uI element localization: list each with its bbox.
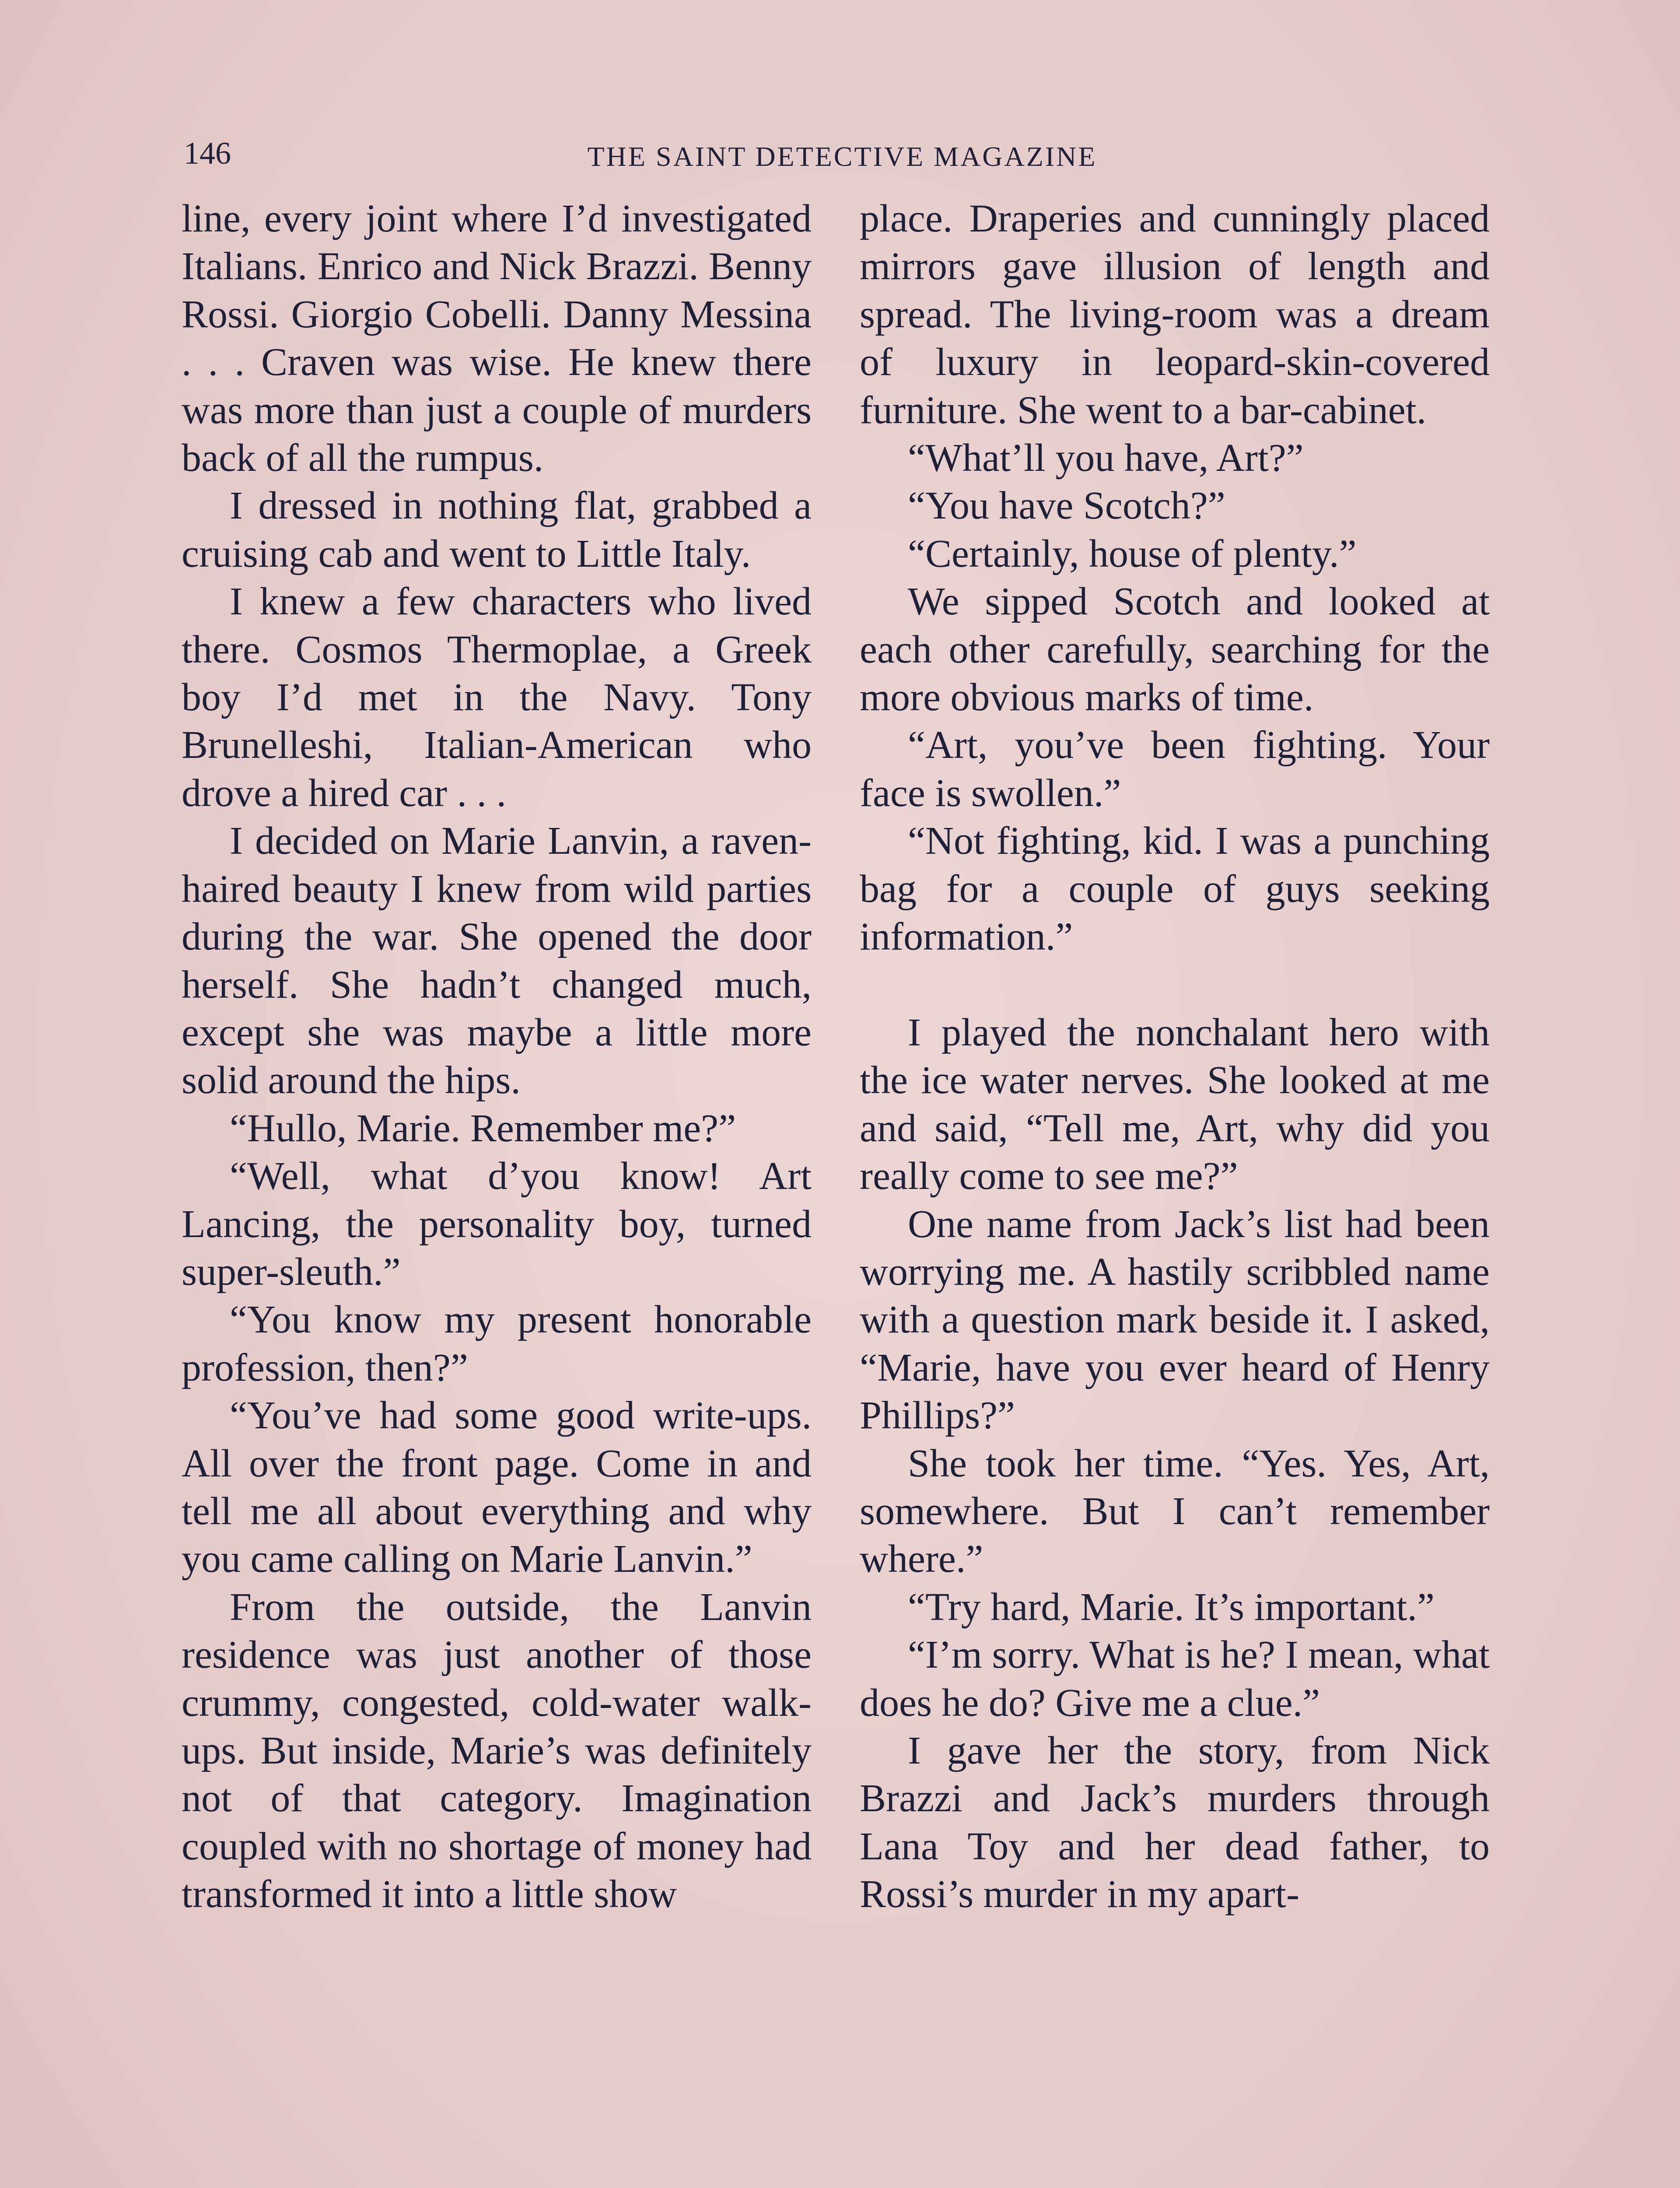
paragraph: From the outside, the Lanvin residence was just another of those crummy, congested, cold-water walk-ups. But inside, Marie’s was definitely not of that category. Imagination coupled with no shortage of money had transformed it into a little show xyxy=(182,1585,812,1916)
paragraph: “Try hard, Marie. It’s important.” xyxy=(908,1585,1435,1629)
paragraph: “Not fighting, kid. I was a punching bag for a couple of guys seeking information.” xyxy=(860,819,1490,959)
paragraph: I played the nonchalant hero with the ice water nerves. She looked at me and said, “Tell me, Art, why did you really come to see me?” xyxy=(860,1010,1490,1198)
paragraph: I decided on Marie Lanvin, a raven-haired beauty I knew from wild parties during the war. She opened the door herself. She hadn’t changed much, except she was maybe a little more solid around the hips. xyxy=(182,819,812,1102)
paragraph: “Hullo, Marie. Remember me?” xyxy=(230,1106,736,1150)
paragraph: “You know my present honorable profession, then?” xyxy=(182,1298,812,1389)
paragraph: “Well, what d’you know! Art Lancing, the personality boy, turned super-sleuth.” xyxy=(182,1154,812,1294)
paragraph: “Art, you’ve been fighting. Your face is swollen.” xyxy=(860,723,1490,815)
page-number: 146 xyxy=(184,136,231,171)
paragraph: “Certainly, house of plenty.” xyxy=(908,532,1357,575)
paragraph: place. Draperies and cunningly placed mirrors gave illusion of length and spread. The living-room was a dream of luxury in leopard-skin-covered furniture. She went to a bar-cabinet. xyxy=(860,197,1490,432)
paragraph: line, every joint where I’d investigated Italians. Enrico and Nick Brazzi. Benny Rossi. Giorgio Cobelli. Danny Messina . . . Craven was wise. He knew there was more than just a couple of murders back of all the rumpus. xyxy=(182,197,812,480)
paragraph: I gave her the story, from Nick Brazzi and Jack’s murders through Lana Toy and her dead father, to Rossi’s murder in my apart- xyxy=(860,1729,1490,1916)
right-column xyxy=(860,195,1490,1918)
paragraph: I knew a few characters who lived there. Cosmos Thermoplae, a Greek boy I’d met in the Navy. Tony Brunelleshi, Italian-American who drove a hired car . . . xyxy=(182,580,812,815)
page-header xyxy=(184,131,1501,184)
paragraph: We sipped Scotch and looked at each other carefully, searching for the more obvious marks of time. xyxy=(860,580,1490,719)
paragraph: “You have Scotch?” xyxy=(908,484,1225,528)
paragraph: “You’ve had some good write-ups. All over the front page. Come in and tell me all about everything and why you came calling on Marie Lanvin.” xyxy=(182,1394,812,1581)
paragraph: She took her time. “Yes. Yes, Art, somewhere. But I can’t remember where.” xyxy=(860,1441,1490,1581)
left-column xyxy=(182,195,812,1918)
running-title: THE SAINT DETECTIVE MAGAZINE xyxy=(587,141,1097,172)
paragraph: “I’m sorry. What is he? I mean, what does he do? Give me a clue.” xyxy=(860,1633,1490,1725)
paragraph: “What’ll you have, Art?” xyxy=(908,436,1304,480)
paragraph: I dressed in nothing flat, grabbed a cruising cab and went to Little Italy. xyxy=(182,484,812,575)
paragraph: One name from Jack’s list had been worrying me. A hastily scribbled name with a question mark beside it. I asked, “Marie, have you ever heard of Henry Phillips?” xyxy=(860,1202,1490,1438)
